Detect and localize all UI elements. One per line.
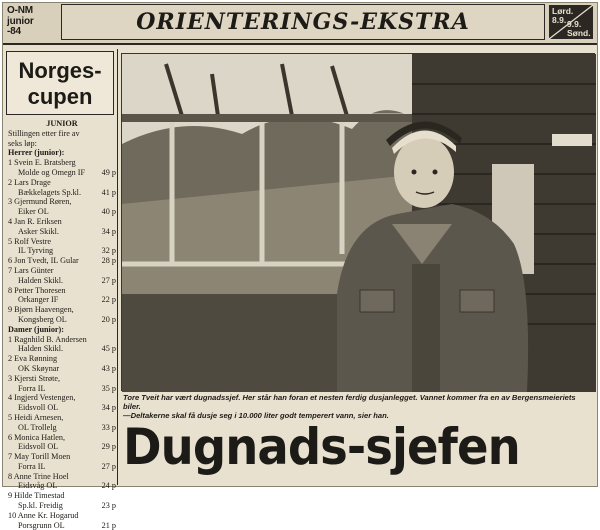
result-club: Asker Skikl. <box>18 226 59 236</box>
result-club: Forra IL <box>18 383 46 393</box>
result-club: Bækkelagets Sp.kl. <box>18 187 81 197</box>
date-day-1: Lørd. <box>552 6 574 16</box>
category-heading: JUNIOR <box>46 119 78 128</box>
result-club-row <box>8 521 116 530</box>
result-club-row <box>8 423 116 433</box>
result-points: 23 p <box>101 501 116 511</box>
result-points: 41 p <box>101 187 116 197</box>
result-points: 22 p <box>101 295 116 305</box>
intro-line: Stillingen etter fire av <box>8 128 80 138</box>
result-points: 40 p <box>101 207 116 217</box>
result-points: 27 p <box>101 275 116 285</box>
result-points: 45 p <box>101 344 116 354</box>
caption-line: —Deltakerne skal få dusje seg i 10.000 liter godt temperert vann, sier han. <box>123 411 389 420</box>
result-club-row <box>8 462 116 472</box>
result-club-row <box>8 403 116 413</box>
result-club: Eiker OL <box>18 207 49 217</box>
result-club-row <box>8 276 116 286</box>
result-name: 5 Heidi Arnesen, <box>8 412 64 422</box>
result-club: Forra IL <box>18 461 46 471</box>
masthead-title: ORIENTERINGS-EKSTRA <box>61 4 545 40</box>
men-heading: Herrer (junior): <box>8 148 65 158</box>
cup-title-box <box>6 51 114 115</box>
result-club: Sp.kl. Freidig <box>18 501 63 511</box>
result-name: 4 Jan R. Eriksen <box>8 216 62 226</box>
result-club: IL Tyrving <box>18 246 54 256</box>
date-box <box>549 5 593 39</box>
result-points: 34 p <box>101 403 116 413</box>
result-points: 33 p <box>101 422 116 432</box>
cup-title-line: cupen <box>27 84 93 109</box>
date-day-2: Sønd. <box>567 28 591 38</box>
result-name: 1 Ragnhild B. Andersen <box>8 334 87 344</box>
result-club: Halden Skikl. <box>18 275 64 285</box>
result-name: 6 Jon Tvedt, IL Gular <box>8 256 79 266</box>
edition-line: -84 <box>7 26 21 37</box>
result-name: 2 Lars Drage <box>8 177 51 187</box>
result-name: 3 Gjermund Røren, <box>8 197 72 207</box>
result-club: OL Trollelg <box>18 422 57 432</box>
result-club: Orkanger IF <box>18 295 59 305</box>
result-points: 28 p <box>101 256 116 266</box>
column-divider <box>117 49 118 485</box>
result-club-row <box>8 384 116 394</box>
article-headline: Dugnads-sjefen <box>123 418 520 476</box>
result-name: 8 Petter Thoresen <box>8 285 66 295</box>
result-club-row <box>8 246 116 256</box>
date-num-2: 9.9. <box>567 19 582 29</box>
result-club-row <box>8 227 116 237</box>
women-results <box>8 335 116 530</box>
date-num-1: 8.9. <box>552 15 567 25</box>
result-name: 7 May Torill Moen <box>8 452 71 462</box>
result-club-row <box>8 501 116 511</box>
standings-column <box>6 51 116 530</box>
result-name: 4 Ingjerd Vestengen, <box>8 393 76 403</box>
result-row <box>8 256 116 266</box>
result-name: 7 Lars Günter <box>8 265 54 275</box>
result-name: 9 Hilde Timestad <box>8 491 65 501</box>
result-club: Eidsvoll OL <box>18 403 59 413</box>
result-name: 6 Monica Hatlen, <box>8 432 66 442</box>
result-name: 1 Svein E. Bratsberg <box>8 158 76 168</box>
result-club-row <box>8 344 116 354</box>
standings-list <box>8 119 116 530</box>
result-club-row <box>8 168 116 178</box>
result-club: Eidsvåg OL <box>18 481 58 491</box>
edition-label <box>7 6 51 38</box>
edition-line: O-NM <box>7 5 33 16</box>
cup-title-line: Norges- <box>18 58 102 83</box>
photo-illustration <box>122 54 596 392</box>
result-points: 49 p <box>101 167 116 177</box>
result-club-row <box>8 188 116 198</box>
result-points: 20 p <box>101 314 116 324</box>
result-club: Eidsvoll OL <box>18 442 59 452</box>
result-points: 24 p <box>101 481 116 491</box>
result-club: Kongsberg OL <box>18 314 67 324</box>
result-points: 32 p <box>101 246 116 256</box>
result-club: Porsgrunn OL <box>18 520 65 530</box>
result-points: 21 p <box>101 520 116 530</box>
result-club: OK Skøynar <box>18 363 60 373</box>
intro-line: seks løp: <box>8 138 37 148</box>
result-club: Molde og Omegn IF <box>18 167 86 177</box>
result-name: 3 Kjersti Strøte, <box>8 373 61 383</box>
result-club-row <box>8 295 116 305</box>
men-results <box>8 158 116 325</box>
result-points: 29 p <box>101 442 116 452</box>
main-photo <box>121 53 595 391</box>
result-points: 27 p <box>101 461 116 471</box>
caption-line: Tore Tveit har vært dugnadssjef. Her står han foran et nesten ferdig dusjanlegget. Vannet kommer fra en av Bergensmeieriets biler. <box>123 393 576 411</box>
result-name: 10 Anne Kr. Hogarud <box>8 510 79 520</box>
newspaper-page <box>2 2 598 530</box>
result-club-row <box>8 207 116 217</box>
result-club-row <box>8 442 116 452</box>
result-name: 8 Anne Trine Hoel <box>8 471 69 481</box>
result-name: 9 Bjørn Haavengen, <box>8 305 74 315</box>
result-name: 5 Rolf Vestre <box>8 236 52 246</box>
edition-line: junior <box>7 15 34 27</box>
result-points: 35 p <box>101 383 116 393</box>
result-points: 34 p <box>101 226 116 236</box>
result-club-row <box>8 481 116 491</box>
result-name: 2 Eva Rønning <box>8 354 58 364</box>
header-band <box>3 3 597 45</box>
result-points: 43 p <box>101 363 116 373</box>
result-club: Halden Skikl. <box>18 344 64 354</box>
women-heading: Damer (junior): <box>8 324 65 334</box>
result-club-row <box>8 364 116 374</box>
result-club-row <box>8 315 116 325</box>
